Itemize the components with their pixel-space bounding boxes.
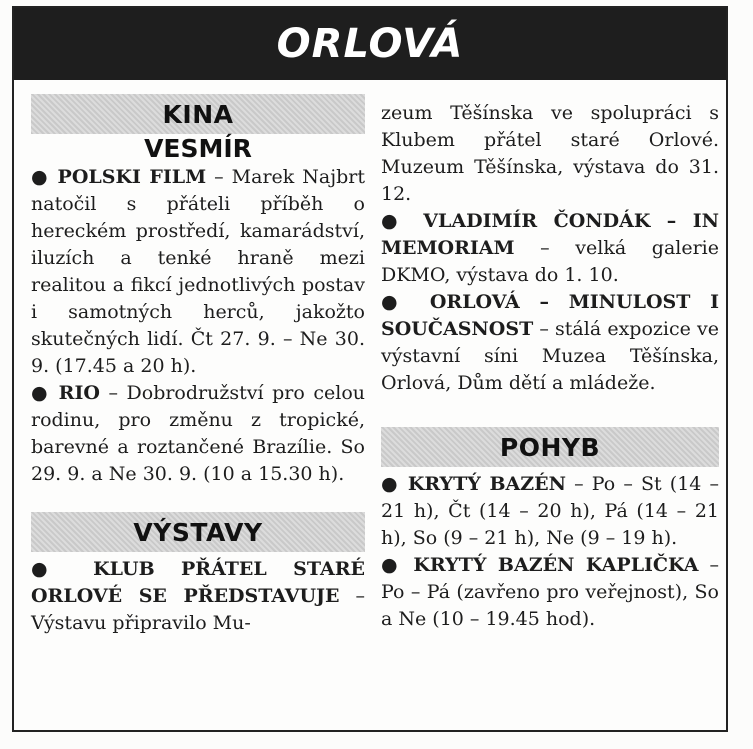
bullet-icon: ● — [381, 554, 403, 576]
bullet-icon: ● — [31, 382, 51, 404]
item-text: – Po – St (14 – 21 h), Čt (14 – 20 h), Pá (14 – 21 h), So (9 – 21 h), Ne (9 – 19 h). — [381, 473, 719, 549]
listing-item — [381, 208, 719, 289]
left-column — [31, 94, 365, 637]
listing-item — [381, 289, 719, 397]
listing-item — [31, 380, 365, 488]
item-title: KRYTÝ BAZÉN — [407, 473, 567, 495]
item-title: RIO — [58, 382, 100, 404]
bullet-icon: ● — [381, 210, 408, 232]
listing-item — [381, 552, 719, 633]
section-heading-kina: KINA — [31, 94, 365, 134]
section-heading-vystavy: VÝSTAVY — [31, 512, 365, 552]
item-title: POLSKI FILM — [57, 166, 207, 188]
item-text: – Výstavu připravilo Mu- — [31, 585, 365, 634]
venue-name: VESMÍR — [144, 134, 252, 163]
masthead-title: ORLOVÁ — [14, 8, 726, 80]
listing-item — [31, 556, 365, 637]
section-heading-pohyb: POHYB — [381, 427, 719, 467]
bullet-icon: ● — [381, 473, 400, 495]
item-title: ORLOVÁ – MINULOST I SOUČASNOST — [381, 291, 719, 340]
bullet-icon: ● — [381, 291, 411, 313]
listing-item — [31, 164, 365, 380]
item-text: – Dobrodružství pro celou rodinu, pro změnu z tropické, barevné a roztančené Brazílie. So 29. 9. a Ne 30. 9. (10 a 15.30 h). — [31, 382, 365, 485]
continuation-text: zeum Těšínska ve spolupráci s Klubem přátel staré Orlové. Muzeum Těšínska, výstava do 31. 12. — [381, 102, 719, 205]
item-text: – Po – Pá (zavřeno pro veřejnost), So a Ne (10 – 19.45 hod). — [381, 554, 719, 630]
listing-item — [381, 471, 719, 552]
item-text: – stálá expozice ve výstavní síni Muzea Těšínska, Orlová, Dům dětí a mládeže. — [381, 318, 719, 394]
item-title: KLUB PŘÁTEL STARÉ ORLOVÉ SE PŘEDSTAVUJE — [31, 558, 365, 607]
right-column — [381, 100, 719, 633]
item-title: KRYTÝ BAZÉN KAPLIČKA — [413, 554, 699, 576]
item-text: – Marek Najbrt natočil s přáteli příběh o hereckém prostředí, kamarádství, iluzích a tenké hraně mezi realitou a fikcí jednotlivých postav i samotných herců, jakožto skutečných lidí. Čt 27. 9. – Ne 30. 9. (17.45 a 20 h). — [31, 166, 365, 377]
bullet-icon: ● — [31, 166, 50, 188]
item-title: VLADIMÍR ČONDÁK – IN MEMORIAM — [381, 210, 719, 259]
bullet-icon: ● — [31, 558, 68, 580]
listing-frame — [12, 6, 728, 732]
item-text: – velká galerie DKMO, výstava do 1. 10. — [381, 237, 719, 286]
